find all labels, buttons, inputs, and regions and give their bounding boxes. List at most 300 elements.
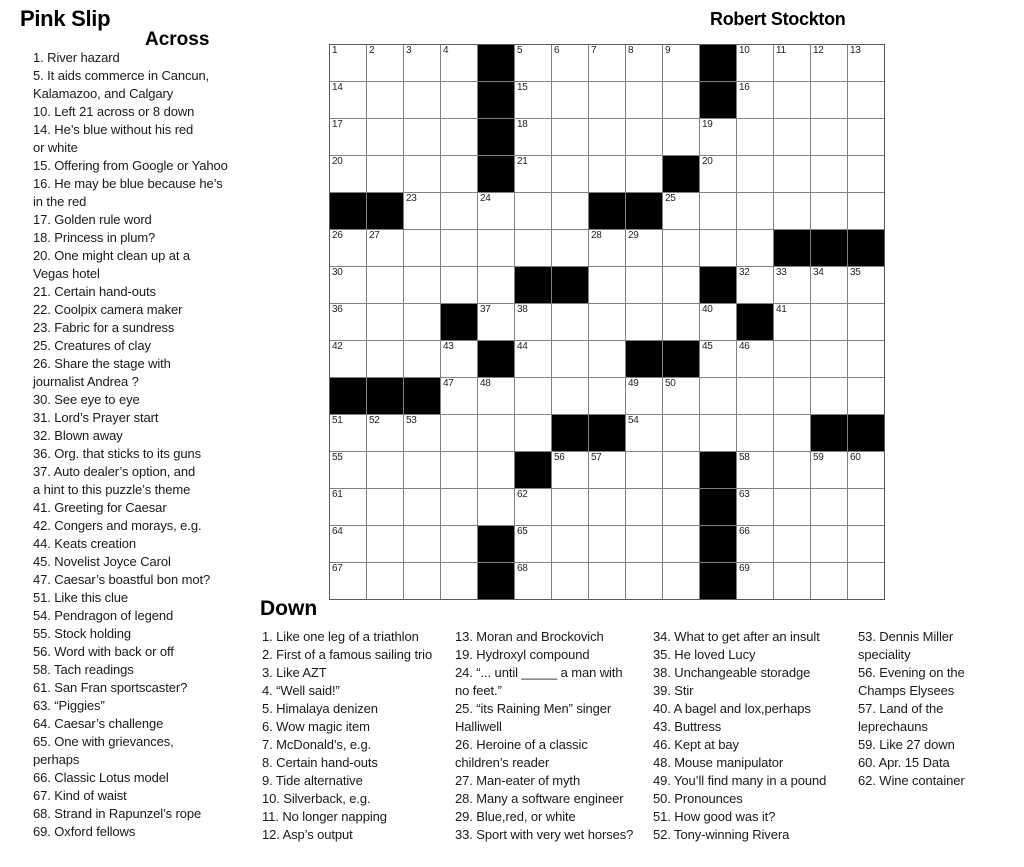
cell-number: 43 xyxy=(443,341,454,352)
clue-line: 30. See eye to eye xyxy=(33,392,140,407)
white-cell xyxy=(589,378,625,414)
white-cell xyxy=(848,489,884,525)
white-cell xyxy=(478,378,514,414)
clue-line: 51. Like this clue xyxy=(33,590,129,605)
clue-line: 22. Coolpix camera maker xyxy=(33,302,183,317)
white-cell xyxy=(737,82,773,118)
puzzle-title: Pink Slip xyxy=(20,6,111,31)
white-cell xyxy=(663,304,699,340)
cell-number: 56 xyxy=(554,452,565,463)
white-cell xyxy=(330,526,366,562)
clue-line: 53. Dennis Miller xyxy=(858,629,954,644)
white-cell xyxy=(589,563,625,599)
white-cell xyxy=(515,415,551,451)
clue-line: 68. Strand in Rapunzel’s rope xyxy=(33,806,202,821)
cell-number: 24 xyxy=(480,193,491,204)
clue-line: 36. Org. that sticks to its guns xyxy=(33,446,202,461)
clue-line: 56. Word with back or off xyxy=(33,644,174,659)
cell-number: 33 xyxy=(776,267,787,278)
cell-number: 51 xyxy=(332,415,343,426)
clue-line: 64. Caesar’s challenge xyxy=(33,716,164,731)
white-cell xyxy=(774,526,810,562)
white-cell xyxy=(367,489,403,525)
cell-number: 46 xyxy=(739,341,750,352)
clue-line: 20. One might clean up at a xyxy=(33,248,191,263)
clue-line: 51. How good was it? xyxy=(653,809,776,824)
white-cell xyxy=(848,119,884,155)
white-cell xyxy=(330,230,366,266)
clue-line: 45. Novelist Joyce Carol xyxy=(33,554,171,569)
clue-line: speciality xyxy=(858,647,911,662)
clue-line: children’s reader xyxy=(455,755,550,770)
cell-number: 6 xyxy=(554,45,560,56)
white-cell xyxy=(848,341,884,377)
white-cell xyxy=(589,45,625,81)
clue-line: 61. San Fran sportscaster? xyxy=(33,680,188,695)
white-cell xyxy=(663,45,699,81)
cell-number: 66 xyxy=(739,526,750,537)
black-cell xyxy=(700,452,736,488)
white-cell xyxy=(515,119,551,155)
white-cell xyxy=(515,193,551,229)
white-cell xyxy=(552,489,588,525)
cell-number: 8 xyxy=(628,45,634,56)
white-cell xyxy=(774,341,810,377)
clue-line: 62. Wine container xyxy=(858,773,965,788)
white-cell xyxy=(589,452,625,488)
down-heading: Down xyxy=(260,597,318,620)
cell-number: 1 xyxy=(332,45,338,56)
cell-number: 20 xyxy=(332,156,343,167)
white-cell xyxy=(552,526,588,562)
white-cell xyxy=(367,341,403,377)
cell-number: 27 xyxy=(369,230,380,241)
white-cell xyxy=(515,156,551,192)
white-cell xyxy=(404,489,440,525)
white-cell xyxy=(811,378,847,414)
across-heading: Across xyxy=(145,29,210,50)
white-cell xyxy=(700,341,736,377)
clue-line: Kalamazoo, and Calgary xyxy=(33,86,174,101)
clue-line: 66. Classic Lotus model xyxy=(33,770,169,785)
clue-line: 57. Land of the xyxy=(858,701,944,716)
clue-line: 1. River hazard xyxy=(33,50,120,65)
cell-number: 64 xyxy=(332,526,343,537)
cell-number: 13 xyxy=(850,45,861,56)
black-cell xyxy=(478,82,514,118)
white-cell xyxy=(589,526,625,562)
white-cell xyxy=(330,563,366,599)
clue-line: 63. “Piggies” xyxy=(33,698,105,713)
clue-line: 49. You’ll find many in a pound xyxy=(653,773,827,788)
white-cell xyxy=(663,267,699,303)
white-cell xyxy=(700,378,736,414)
cell-number: 45 xyxy=(702,341,713,352)
white-cell xyxy=(478,452,514,488)
white-cell xyxy=(626,563,662,599)
white-cell xyxy=(811,452,847,488)
black-cell xyxy=(367,378,403,414)
white-cell xyxy=(515,341,551,377)
clue-line: 32. Blown away xyxy=(33,428,123,443)
clue-line: 54. Pendragon of legend xyxy=(33,608,174,623)
white-cell xyxy=(404,452,440,488)
white-cell xyxy=(626,452,662,488)
black-cell xyxy=(848,230,884,266)
white-cell xyxy=(404,267,440,303)
black-cell xyxy=(478,45,514,81)
white-cell xyxy=(774,267,810,303)
black-cell xyxy=(848,415,884,451)
cell-number: 68 xyxy=(517,563,528,574)
white-cell xyxy=(515,526,551,562)
white-cell xyxy=(700,415,736,451)
clue-line: 69. Oxford fellows xyxy=(33,824,136,839)
cell-number: 12 xyxy=(813,45,824,56)
clue-line: perhaps xyxy=(33,752,80,767)
white-cell xyxy=(663,489,699,525)
clue-line: 38. Unchangeable storadge xyxy=(653,665,811,680)
black-cell xyxy=(626,193,662,229)
white-cell xyxy=(515,378,551,414)
clue-line: a hint to this puzzle’s theme xyxy=(33,482,191,497)
white-cell xyxy=(663,230,699,266)
clue-line: 10. Silverback, e.g. xyxy=(262,791,371,806)
white-cell xyxy=(811,489,847,525)
white-cell xyxy=(774,119,810,155)
white-cell xyxy=(330,156,366,192)
white-cell xyxy=(811,156,847,192)
white-cell xyxy=(478,489,514,525)
clue-line: 15. Offering from Google or Yahoo xyxy=(33,158,228,173)
white-cell xyxy=(367,415,403,451)
white-cell xyxy=(848,267,884,303)
clue-line: 11. No longer napping xyxy=(262,809,387,824)
white-cell xyxy=(441,156,477,192)
black-cell xyxy=(330,193,366,229)
white-cell xyxy=(700,119,736,155)
white-cell xyxy=(478,230,514,266)
cell-number: 52 xyxy=(369,415,380,426)
cell-number: 30 xyxy=(332,267,343,278)
clue-line: 52. Tony-winning Rivera xyxy=(653,827,790,842)
cell-number: 49 xyxy=(628,378,639,389)
clue-line: 2. First of a famous sailing trio xyxy=(262,647,433,662)
white-cell xyxy=(737,156,773,192)
white-cell xyxy=(330,415,366,451)
white-cell xyxy=(478,267,514,303)
cell-number: 53 xyxy=(406,415,417,426)
black-cell xyxy=(700,45,736,81)
white-cell xyxy=(700,304,736,340)
clue-line: 23. Fabric for a sundress xyxy=(33,320,175,335)
white-cell xyxy=(811,563,847,599)
cell-number: 65 xyxy=(517,526,528,537)
clue-line: 47. Caesar’s boastful bon mot? xyxy=(33,572,211,587)
white-cell xyxy=(367,156,403,192)
clue-line: 13. Moran and Brockovich xyxy=(455,629,604,644)
white-cell xyxy=(552,304,588,340)
white-cell xyxy=(552,563,588,599)
white-cell xyxy=(552,341,588,377)
white-cell xyxy=(737,563,773,599)
cell-number: 18 xyxy=(517,119,528,130)
white-cell xyxy=(552,156,588,192)
cell-number: 11 xyxy=(776,45,786,56)
white-cell xyxy=(589,230,625,266)
white-cell xyxy=(441,452,477,488)
white-cell xyxy=(663,378,699,414)
white-cell xyxy=(478,415,514,451)
white-cell xyxy=(404,415,440,451)
white-cell xyxy=(811,119,847,155)
clue-line: no feet.” xyxy=(455,683,502,698)
white-cell xyxy=(589,489,625,525)
clue-line: 19. Hydroxyl compound xyxy=(455,647,590,662)
cell-number: 19 xyxy=(702,119,713,130)
crossword-grid xyxy=(329,44,885,600)
cell-number: 28 xyxy=(591,230,602,241)
white-cell xyxy=(626,45,662,81)
white-cell xyxy=(626,119,662,155)
white-cell xyxy=(774,452,810,488)
clue-line: 27. Man-eater of myth xyxy=(455,773,581,788)
cell-number: 37 xyxy=(480,304,491,315)
white-cell xyxy=(404,304,440,340)
white-cell xyxy=(441,230,477,266)
white-cell xyxy=(515,230,551,266)
black-cell xyxy=(700,82,736,118)
black-cell xyxy=(700,267,736,303)
white-cell xyxy=(848,452,884,488)
white-cell xyxy=(367,267,403,303)
cell-number: 58 xyxy=(739,452,750,463)
white-cell xyxy=(737,267,773,303)
down-clues-column-4 xyxy=(858,628,1018,790)
white-cell xyxy=(404,563,440,599)
white-cell xyxy=(737,193,773,229)
white-cell xyxy=(626,489,662,525)
cell-number: 9 xyxy=(665,45,671,56)
white-cell xyxy=(663,415,699,451)
clue-line: 4. “Well said!” xyxy=(262,683,340,698)
cell-number: 61 xyxy=(332,489,343,500)
cell-number: 3 xyxy=(406,45,412,56)
white-cell xyxy=(330,82,366,118)
cell-number: 2 xyxy=(369,45,375,56)
cell-number: 38 xyxy=(517,304,528,315)
white-cell xyxy=(737,452,773,488)
clue-line: 3. Like AZT xyxy=(262,665,327,680)
white-cell xyxy=(626,378,662,414)
clue-line: 17. Golden rule word xyxy=(33,212,152,227)
white-cell xyxy=(330,452,366,488)
white-cell xyxy=(330,267,366,303)
white-cell xyxy=(367,304,403,340)
white-cell xyxy=(589,304,625,340)
clue-line: Vegas hotel xyxy=(33,266,100,281)
clue-line: 26. Heroine of a classic xyxy=(455,737,588,752)
white-cell xyxy=(404,193,440,229)
black-cell xyxy=(589,193,625,229)
white-cell xyxy=(552,119,588,155)
white-cell xyxy=(626,82,662,118)
clue-line: leprechauns xyxy=(858,719,928,734)
white-cell xyxy=(441,378,477,414)
white-cell xyxy=(441,563,477,599)
white-cell xyxy=(737,341,773,377)
cell-number: 59 xyxy=(813,452,824,463)
cell-number: 5 xyxy=(517,45,523,56)
white-cell xyxy=(663,82,699,118)
cell-number: 15 xyxy=(517,82,528,93)
white-cell xyxy=(404,119,440,155)
white-cell xyxy=(700,156,736,192)
black-cell xyxy=(515,267,551,303)
white-cell xyxy=(848,526,884,562)
white-cell xyxy=(367,452,403,488)
cell-number: 20 xyxy=(702,156,713,167)
white-cell xyxy=(552,378,588,414)
black-cell xyxy=(811,415,847,451)
white-cell xyxy=(478,193,514,229)
white-cell xyxy=(737,230,773,266)
clue-line: 25. “its Raining Men” singer xyxy=(455,701,612,716)
white-cell xyxy=(330,304,366,340)
cell-number: 35 xyxy=(850,267,861,278)
white-cell xyxy=(589,267,625,303)
clue-line: 40. A bagel and lox,perhaps xyxy=(653,701,811,716)
clue-line: Halliwell xyxy=(455,719,502,734)
clue-line: 6. Wow magic item xyxy=(262,719,370,734)
white-cell xyxy=(663,193,699,229)
black-cell xyxy=(811,230,847,266)
white-cell xyxy=(552,230,588,266)
clue-line: journalist Andrea ? xyxy=(33,374,139,389)
white-cell xyxy=(552,452,588,488)
clue-line: 28. Many a software engineer xyxy=(455,791,624,806)
cell-number: 55 xyxy=(332,452,343,463)
clue-line: 24. “... until _____ a man with xyxy=(455,665,623,680)
white-cell xyxy=(367,230,403,266)
black-cell xyxy=(663,156,699,192)
white-cell xyxy=(774,156,810,192)
white-cell xyxy=(404,82,440,118)
white-cell xyxy=(515,82,551,118)
white-cell xyxy=(626,526,662,562)
black-cell xyxy=(589,415,625,451)
white-cell xyxy=(811,304,847,340)
clue-line: 67. Kind of waist xyxy=(33,788,127,803)
white-cell xyxy=(700,193,736,229)
cell-number: 42 xyxy=(332,341,343,352)
clue-line: 1. Like one leg of a triathlon xyxy=(262,629,419,644)
cell-number: 34 xyxy=(813,267,824,278)
down-clues-column-3 xyxy=(653,628,858,844)
black-cell xyxy=(737,304,773,340)
white-cell xyxy=(626,304,662,340)
cell-number: 54 xyxy=(628,415,639,426)
cell-number: 7 xyxy=(591,45,597,56)
clue-line: 8. Certain hand-outs xyxy=(262,755,378,770)
clue-line: 35. He loved Lucy xyxy=(653,647,756,662)
clue-line: 37. Auto dealer’s option, and xyxy=(33,464,196,479)
white-cell xyxy=(737,378,773,414)
clue-line: 59. Like 27 down xyxy=(858,737,955,752)
white-cell xyxy=(441,489,477,525)
white-cell xyxy=(848,82,884,118)
white-cell xyxy=(441,415,477,451)
clue-line: 25. Creatures of clay xyxy=(33,338,151,353)
clue-line: 18. Princess in plum? xyxy=(33,230,156,245)
clue-line: or white xyxy=(33,140,78,155)
clue-line: 39. Stir xyxy=(653,683,694,698)
black-cell xyxy=(552,415,588,451)
white-cell xyxy=(848,156,884,192)
white-cell xyxy=(515,563,551,599)
black-cell xyxy=(478,119,514,155)
white-cell xyxy=(552,82,588,118)
white-cell xyxy=(626,230,662,266)
clue-line: 10. Left 21 across or 8 down xyxy=(33,104,195,119)
white-cell xyxy=(774,304,810,340)
white-cell xyxy=(848,193,884,229)
clue-line: 29. Blue,red, or white xyxy=(455,809,576,824)
white-cell xyxy=(589,119,625,155)
black-cell xyxy=(367,193,403,229)
cell-number: 50 xyxy=(665,378,676,389)
black-cell xyxy=(478,341,514,377)
white-cell xyxy=(626,156,662,192)
white-cell xyxy=(478,304,514,340)
white-cell xyxy=(404,230,440,266)
clue-line: 55. Stock holding xyxy=(33,626,132,641)
white-cell xyxy=(515,304,551,340)
clue-line: Champs Elysees xyxy=(858,683,955,698)
cell-number: 69 xyxy=(739,563,750,574)
white-cell xyxy=(404,156,440,192)
white-cell xyxy=(367,82,403,118)
white-cell xyxy=(626,415,662,451)
white-cell xyxy=(848,378,884,414)
white-cell xyxy=(552,45,588,81)
cell-number: 21 xyxy=(517,156,528,167)
black-cell xyxy=(700,526,736,562)
white-cell xyxy=(848,304,884,340)
clue-line: 42. Congers and morays, e.g. xyxy=(33,518,202,533)
white-cell xyxy=(737,489,773,525)
white-cell xyxy=(367,563,403,599)
white-cell xyxy=(441,119,477,155)
clue-line: 9. Tide alternative xyxy=(262,773,363,788)
black-cell xyxy=(663,341,699,377)
clue-line: 7. McDonald’s, e.g. xyxy=(262,737,372,752)
clue-line: 56. Evening on the xyxy=(858,665,965,680)
black-cell xyxy=(700,489,736,525)
white-cell xyxy=(589,82,625,118)
white-cell xyxy=(774,563,810,599)
white-cell xyxy=(811,526,847,562)
white-cell xyxy=(663,563,699,599)
white-cell xyxy=(737,119,773,155)
cell-number: 25 xyxy=(665,193,676,204)
white-cell xyxy=(811,193,847,229)
black-cell xyxy=(774,230,810,266)
white-cell xyxy=(774,378,810,414)
white-cell xyxy=(441,267,477,303)
clue-line: 5. Himalaya denizen xyxy=(262,701,378,716)
clue-line: 41. Greeting for Caesar xyxy=(33,500,167,515)
